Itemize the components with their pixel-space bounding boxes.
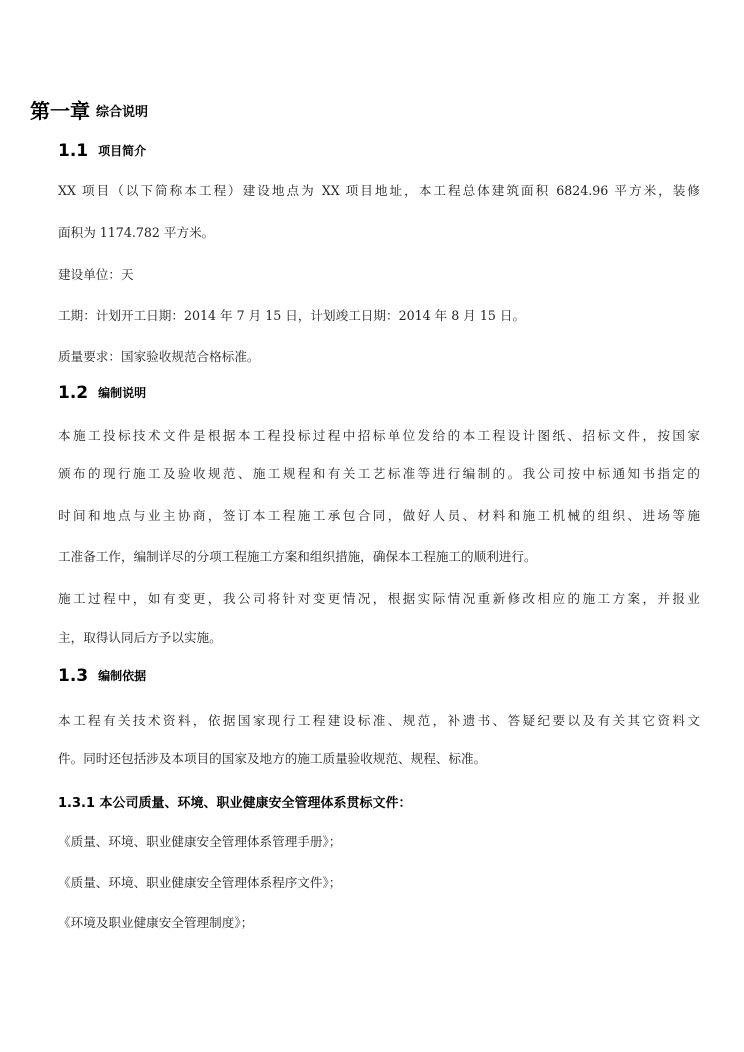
paragraph-line: 颁布的现行施工及验收规范、施工规程和有关工艺标准等进行编制的。我公司按中标通知书指定的	[58, 466, 700, 481]
paragraph-line: 工期：计划开工日期：2014 年 7 月 15 日，计划竣工日期：2014 年 8 月 15 日。	[58, 308, 526, 323]
paragraph-line: 面积为 1174.782 平方米。	[58, 225, 215, 240]
section-title: 编制依据	[98, 669, 147, 683]
paragraph-line: XX 项目（以下简称本工程）建设地点为 XX 项目地址，本工程总体建筑面积 6824.96 平方米，装修	[58, 183, 700, 198]
chapter-heading	[30, 95, 148, 124]
paragraph-line: 本施工投标技术文件是根据本工程投标过程中招标单位发给的本工程设计图纸、招标文件，按国家	[58, 428, 700, 443]
list-item: 《质量、环境、职业健康安全管理体系管理手册》；	[58, 834, 342, 849]
section-heading-1-3	[58, 666, 146, 686]
paragraph-line: 件。同时还包括涉及本项目的国家及地方的施工质量验收规范、规程、标准。	[58, 751, 487, 766]
paragraph-line: 工准备工作，编制详尽的分项工程施工方案和组织措施，确保本工程施工的顺利进行。	[58, 549, 537, 564]
chapter-title: 综合说明	[96, 105, 149, 120]
paragraph-line: 施工过程中，如有变更，我公司将针对变更情况，根据实际情况重新修改相应的施工方案，并报业	[58, 591, 700, 606]
paragraph-line: 建设单位：天	[58, 267, 134, 282]
paragraph-line: 主，取得认同后方予以实施。	[58, 630, 222, 645]
section-number: 1.1	[58, 141, 89, 161]
paragraph-line: 本工程有关技术资料，依据国家现行工程建设标准、规范，补遗书、答疑纪要以及有关其它资料文	[58, 713, 700, 728]
chapter-number: 第一章	[30, 99, 90, 123]
paragraph-line: 时间和地点与业主协商，签订本工程施工承包合同，做好人员、材料和施工机械的组织、进场等施	[58, 508, 700, 523]
list-item: 《环境及职业健康安全管理制度》；	[58, 915, 254, 930]
list-item: 《质量、环境、职业健康安全管理体系程序文件》；	[58, 875, 342, 890]
section-heading-1-1	[58, 141, 146, 161]
paragraph-line: 质量要求：国家验收规范合格标准。	[58, 349, 260, 364]
section-title: 编制说明	[98, 386, 147, 400]
section-number: 1.3	[58, 666, 89, 686]
section-title: 项目简介	[98, 144, 147, 158]
section-number: 1.2	[58, 383, 89, 403]
section-heading-1-2	[58, 383, 146, 403]
subsection-heading-1-3-1: 1.3.1 本公司质量、环境、职业健康安全管理体系贯标文件：	[58, 796, 412, 811]
